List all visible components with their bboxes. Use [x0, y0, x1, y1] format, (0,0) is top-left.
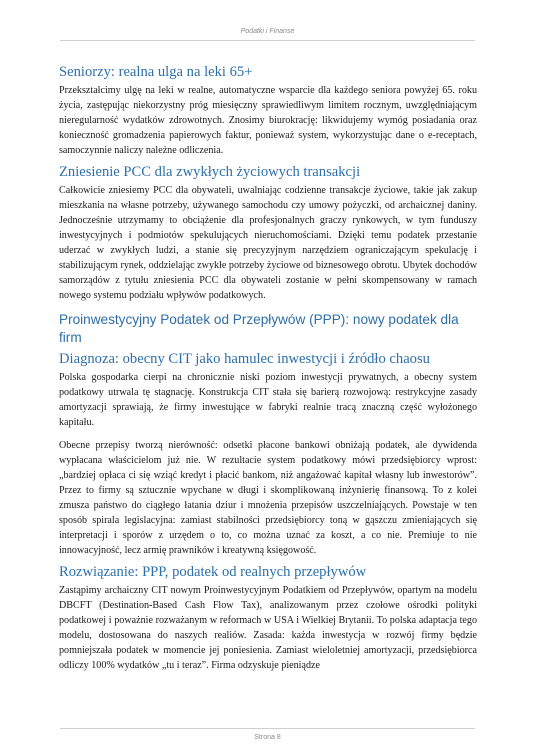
section-body-diagnosis-2: Obecne przepisy tworzą nierówność: odsetki płacone bankowi obniżają podatek, ale dywidenda wypłacana właścicielom już nie. W rezultacie system podatkowy mówi przedsiębiorcy wprost: „bardziej opłaca ci się wziąć kredyt i płacić bankom, niż angażować kapitał własny lub inwestorów”. Przez to firmy są sztucznie wpychane w długi i skomplikowaną inżynierię finansową. To z kolei zmusza państwo do ciągłego łatania dziur i mnożenia przepisów uszczelniających. Powstaje w ten sposób spirala legislacyjna: zamiast stabilności przedsiębiorcy toną w gąszczu zmieniających się interpretacji i sporów z urzędem o to, co można uznać za koszt, a co nie. Premiuje to nie innowacyjność, lecz armię prawników i kreatywną księgowość. — [59, 440, 477, 556]
section-body-solution: Zastąpimy archaiczny CIT nowym Proinwestycyjnym Podatkiem od Przepływów, opartym na modelu DBCFT (Destination-Based Cash Flow Tax), analizowanym przez czołowe ośrodki polityki podatkowej i poważnie rozważanym w reformach w USA i Wielkiej Brytanii. To polska adaptacja tego modelu, dostosowana do naszych realiów. Zasada: każda inwestycja w rozwój firmy będzie pomniejszała podatek w momencie jej poniesienia. Zamiast wieloletniej amortyzacji, przedsiębiorca odliczy 100% wydatków „tu i teraz”. Firma odzyskuje pieniądze — [59, 585, 477, 671]
section-heading-seniors: Seniorzy: realna ulga na leki 65+ — [59, 64, 253, 80]
section-heading-diagnosis: Diagnoza: obecny CIT jako hamulec inwestycji i źródło chaosu — [59, 351, 430, 367]
section-solution — [59, 563, 477, 673]
page-content — [59, 63, 477, 673]
chapter-title-ppp: Proinwestycyjny Podatek od Przepływów (PPP): nowy podatek dla firm — [59, 312, 459, 345]
section-pcc — [59, 163, 477, 303]
section-body-seniors: Przekształcimy ulgę na leki w realne, automatyczne wsparcie dla każdego seniora powyżej 65. roku życia, zastępując niekorzystny próg miesięczny sprawiedliwym limitem rocznym, uwzględniającym nieregularność wydatków zdrowotnych. Znosimy biurokrację: likwidujemy wymóg posiadania oraz konieczność gromadzenia papierowych faktur, ponieważ system, wykorzystując dane o e-receptach, samoczynnie naliczy należne odliczenia. — [59, 85, 477, 156]
section-heading-pcc: Zniesienie PCC dla zwykłych życiowych transakcji — [59, 164, 361, 180]
section-heading-solution: Rozwiązanie: PPP, podatek od realnych przepływów — [59, 564, 367, 580]
running-footer: Strona 8 — [60, 728, 475, 741]
section-body-pcc: Całkowicie zniesiemy PCC dla obywateli, uwalniając codzienne transakcje życiowe, takie jak zakup mieszkania na własne potrzeby, używanego samochodu czy umowy pożyczki, od archaicznej daniny. Jednocześnie utrzymamy to obciążenie dla profesjonalnych graczy rynkowych, w tym funduszy inwestycyjnych i podmiotów spekulujących nieruchomościami. Dzięki temu podatek przestanie uderzać w zwykłych ludzi, a stanie się precyzyjnym narzędziem ograniczającym spekulację i stabilizującym rynek, oddzielając zwykłe potrzeby życiowe od biznesowego obrotu. Ubytek dochodów samorządów z tytułu zniesienia PCC dla obywateli zostanie w pełni skompensowany w ramach nowego systemu podziału wpływów podatkowych. — [59, 185, 477, 301]
section-diagnosis — [59, 350, 477, 558]
section-body-diagnosis-1: Polska gospodarka cierpi na chronicznie niski poziom inwestycji prywatnych, a obecny system podatkowy utrwala tę stagnację. Konstrukcja CIT stała się barierą rozwojową: restrykcyjne zasady amortyzacji sprawiają, że firmy inwestujące w fabryki realnie tracą znaczną część wyłożonego kapitału. — [59, 372, 477, 428]
section-seniors — [59, 63, 477, 158]
running-header: Podatki i Finanse — [60, 28, 475, 41]
